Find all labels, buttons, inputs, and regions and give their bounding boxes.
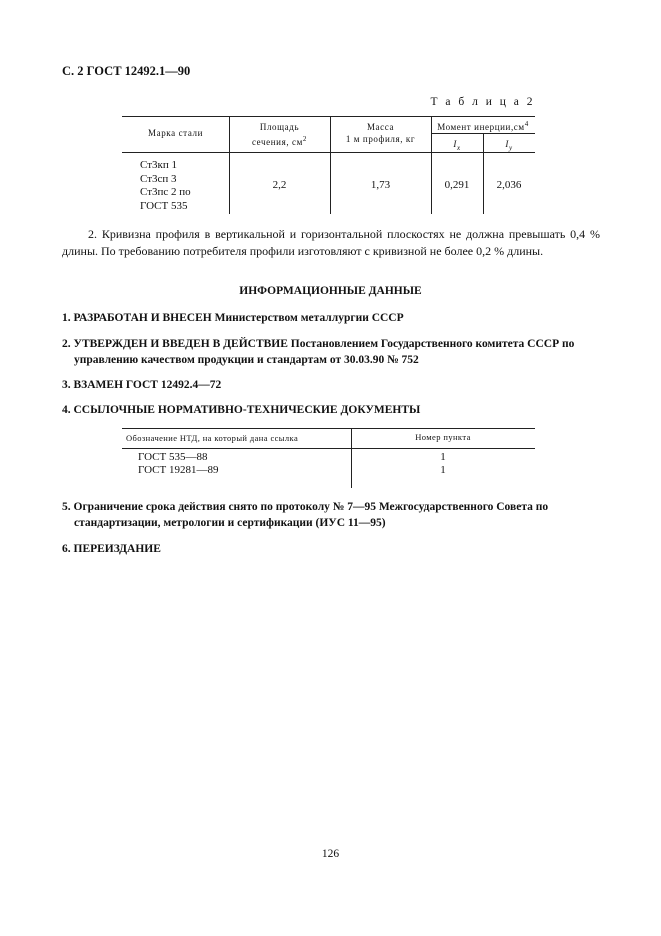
area-value: 2,2 [272, 179, 287, 191]
col-header-area-line2: сечения, $см^2$ [251, 135, 308, 147]
ref-doc: ГОСТ 535—88 [138, 451, 208, 463]
steel-grade: Ст3пс 2 по [140, 186, 191, 198]
info-item-2-text: Постановлением Государственного комитета СССР по управлению качеством продукции и стандартам от 30.03.90 № 752 [74, 338, 575, 366]
references-table [122, 428, 535, 488]
ref-item: 1 [440, 464, 446, 476]
info-item-4-lead: 4. ССЫЛОЧНЫЕ НОРМАТИВНО-ТЕХНИЧЕСКИЕ ДОКУМЕНТЫ [62, 404, 421, 416]
col-header-mass [330, 121, 431, 145]
col-header-iy: $I_y$ [505, 139, 513, 152]
col-header-mass-line2: 1 м профиля, кг [345, 134, 416, 144]
info-item-1-lead: 1. РАЗРАБОТАН И ВНЕСЕН [62, 312, 212, 324]
ref-col-header-doc: Обозначение НТД, на который дана ссылка [126, 433, 299, 443]
info-item-1-text: Министерством металлургии СССР [214, 312, 404, 324]
iy-value: 2,036 [496, 179, 522, 191]
steel-grade: ГОСТ 535 [140, 199, 188, 212]
col-header-area-line1: Площадь [259, 122, 300, 132]
profile-properties-table [122, 116, 535, 214]
info-item-3-lead: 3. ВЗАМЕН ГОСТ 12492.4—72 [62, 379, 222, 391]
info-item-2 [62, 336, 604, 368]
col-header-mass-line1: Масса [366, 122, 395, 132]
ix-value: 0,291 [444, 179, 470, 191]
col-header-area [229, 121, 330, 148]
info-item-1 [62, 310, 602, 326]
info-item-6-lead: 6. ПЕРЕИЗДАНИЕ [62, 543, 161, 555]
table-label: Т а б л и ц а 2 [430, 96, 535, 108]
ref-col-header-item: Номер пункта [415, 432, 471, 442]
curvature-paragraph: 2. Кривизна профиля в вертикальной и горизонтальной плоскостях не должна превышать 0,4 % длины. По требованию потребителя профили изготовляют с кривизной не более 0,2 % длины. [62, 227, 600, 258]
page-number: 126 [321, 848, 340, 860]
col-header-moment: Момент $инерции,см^4$ [437, 120, 529, 132]
steel-grade: Ст3сп 3 [140, 172, 177, 185]
steel-grade-list [140, 159, 191, 213]
ref-doc: ГОСТ 19281—89 [138, 464, 219, 476]
col-header-steel: Марка стали [148, 128, 203, 138]
info-item-4 [62, 402, 602, 418]
col-header-ix: $I_x$ [453, 139, 461, 152]
info-section-title: ИНФОРМАЦИОННЫЕ ДАННЫЕ [239, 285, 422, 297]
info-item-3 [62, 377, 602, 393]
info-item-2-lead: 2. УТВЕРЖДЕН И ВВЕДЕН В ДЕЙСТВИЕ [62, 338, 288, 350]
info-item-6 [62, 541, 602, 557]
ref-item: 1 [440, 451, 446, 463]
mass-value: 1,73 [370, 179, 391, 191]
page-header: С. 2 ГОСТ 12492.1—90 [62, 64, 191, 78]
steel-grade: Ст3кп 1 [140, 159, 177, 171]
info-item-5: 5. Ограничение срока действия снято по протоколу № 7—95 Межгосударственного Совета по стандартизации, метрологии и сертификации (ИУС 11—95) [62, 501, 549, 529]
